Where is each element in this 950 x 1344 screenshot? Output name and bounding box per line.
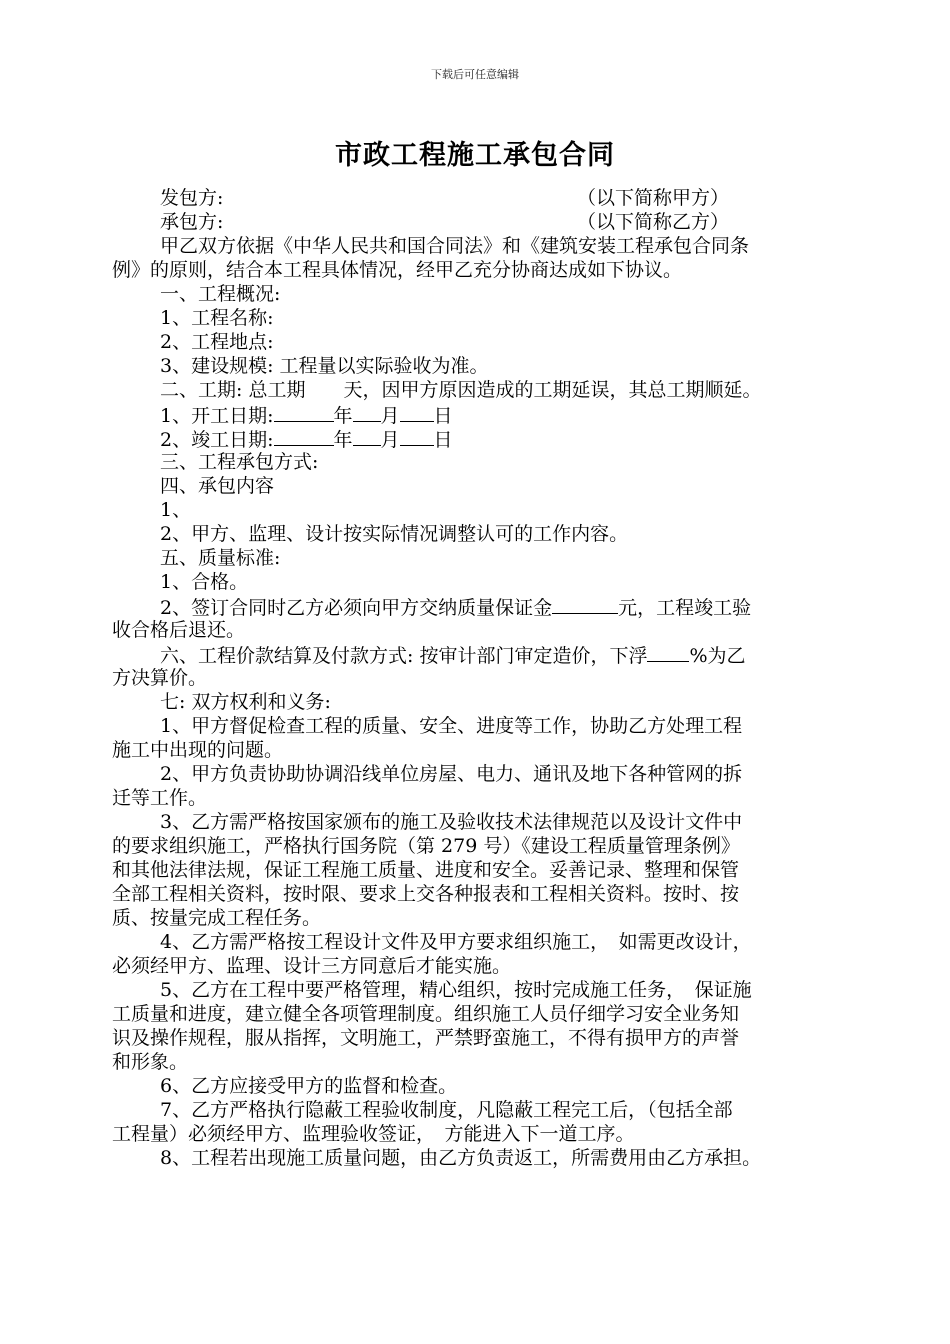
discount-blank (647, 642, 689, 662)
day-label: 日 (433, 429, 453, 451)
section-heading: 三、工程承包方式: (160, 451, 319, 473)
day-blank (400, 426, 434, 446)
month-label: 月 (380, 429, 400, 451)
party-b-line (112, 210, 844, 234)
paragraph-line: 收合格后退还。 (112, 619, 246, 641)
month-blank (353, 426, 381, 446)
paragraph-line: 迁等工作。 (112, 787, 208, 809)
payment-text-end: %为乙 (689, 645, 746, 667)
end-date-label: 2、竣工日期: (160, 429, 274, 451)
section-heading: 四、承包内容 (160, 475, 275, 497)
deposit-line (112, 594, 844, 618)
year-blank (274, 402, 334, 422)
section-heading: 五、质量标准: (160, 547, 281, 569)
paragraph-line: 8、工程若出现施工质量问题，由乙方负责返工，所需费用由乙方承担。 (160, 1147, 762, 1169)
party-b-alias: （以下简称乙方） (577, 211, 730, 233)
paragraph-line: 例》的原则，结合本工程具体情况，经甲乙充分协商达成如下协议。 (112, 259, 683, 281)
contract-body (112, 186, 844, 1170)
deposit-text: 2、签订合同时乙方必须向甲方交纳质量保证金 (160, 597, 553, 619)
paragraph-line: 6、乙方应接受甲方的监督和检查。 (160, 1075, 458, 1097)
day-label: 日 (433, 405, 453, 427)
year-label: 年 (333, 405, 353, 427)
section-heading: 七: 双方权利和义务: (160, 691, 331, 713)
document-title: 市政工程施工承包合同 (335, 140, 615, 171)
end-date-line (112, 426, 844, 450)
paragraph-line: 施工中出现的问题。 (112, 739, 284, 761)
month-label: 月 (380, 405, 400, 427)
paragraph-line: 7、乙方严格执行隐蔽工程验收制度，凡隐蔽工程完工后，（包括全部 (160, 1099, 733, 1121)
paragraph-line: 的要求组织施工，严格执行国务院（第 279 号）《建设工程质量管理条例》 (112, 835, 740, 857)
list-item: 2、工程地点: (160, 331, 274, 353)
section-heading: 一、工程概况: (160, 283, 281, 305)
year-blank (274, 426, 334, 446)
party-a-label: 发包方: (160, 187, 224, 209)
paragraph-line: 2、甲方负责协助协调沿线单位房屋、电力、通讯及地下各种管网的拆 (160, 763, 743, 785)
paragraph-line: 3、乙方需严格按国家颁布的施工及验收技术法律规范以及设计文件中 (160, 811, 743, 833)
list-item: 3、建设规模: 工程量以实际验收为准。 (160, 355, 489, 377)
paragraph-line: 甲乙双方依据《中华人民共和国合同法》和《建筑安装工程承包合同条 (160, 235, 750, 257)
payment-text: 六、工程价款结算及付款方式: 按审计部门审定造价，下浮 (160, 645, 648, 667)
paragraph-line: 和形象。 (112, 1051, 189, 1073)
paragraph-line: 工程量）必须经甲方、监理验收签证， 方能进入下一道工序。 (112, 1123, 635, 1145)
payment-line (112, 642, 844, 666)
paragraph-line: 全部工程相关资料，按时限、要求上交各种报表和工程相关资料。按时、按 (112, 883, 740, 905)
paragraph-line: 1、甲方督促检查工程的质量、安全、进度等工作，协助乙方处理工程 (160, 715, 743, 737)
paragraph-line: 识及操作规程，服从指挥，文明施工，严禁野蛮施工，不得有损甲方的声誉 (112, 1027, 740, 1049)
deposit-blank (552, 594, 618, 614)
list-item: 1、 (160, 499, 192, 521)
list-item: 1、工程名称: (160, 307, 274, 329)
paragraph-line: 和其他法律法规，保证工程施工质量、进度和安全。妥善记录、整理和保管 (112, 859, 740, 881)
deposit-text-end: 元，工程竣工验 (618, 597, 752, 619)
party-b-label: 承包方: (160, 211, 224, 233)
paragraph-line: 4、乙方需严格按工程设计文件及甲方要求组织施工， 如需更改设计， (160, 931, 752, 953)
section-heading: 二、工期: 总工期 天，因甲方原因造成的工期延误，其总工期顺延。 (160, 379, 762, 401)
month-blank (353, 402, 381, 422)
start-date-label: 1、开工日期: (160, 405, 274, 427)
header-note: 下载后可任意编辑 (431, 68, 519, 81)
list-item: 2、甲方、监理、设计按实际情况调整认可的工作内容。 (160, 523, 629, 545)
start-date-line (112, 402, 844, 426)
paragraph-line: 方决算价。 (112, 667, 208, 689)
list-item: 1、合格。 (160, 571, 249, 593)
paragraph-line: 工质量和进度，建立健全各项管理制度。组织施工人员仔细学习安全业务知 (112, 1003, 740, 1025)
party-a-line (112, 186, 844, 210)
paragraph-line: 5、乙方在工程中要严格管理，精心组织，按时完成施工任务， 保证施 (160, 979, 752, 1001)
day-blank (400, 402, 434, 422)
paragraph-line: 质、按量完成工程任务。 (112, 907, 322, 929)
party-a-alias: （以下简称甲方） (577, 187, 730, 209)
paragraph-line: 必须经甲方、监理、设计三方同意后才能实施。 (112, 955, 512, 977)
year-label: 年 (333, 429, 353, 451)
